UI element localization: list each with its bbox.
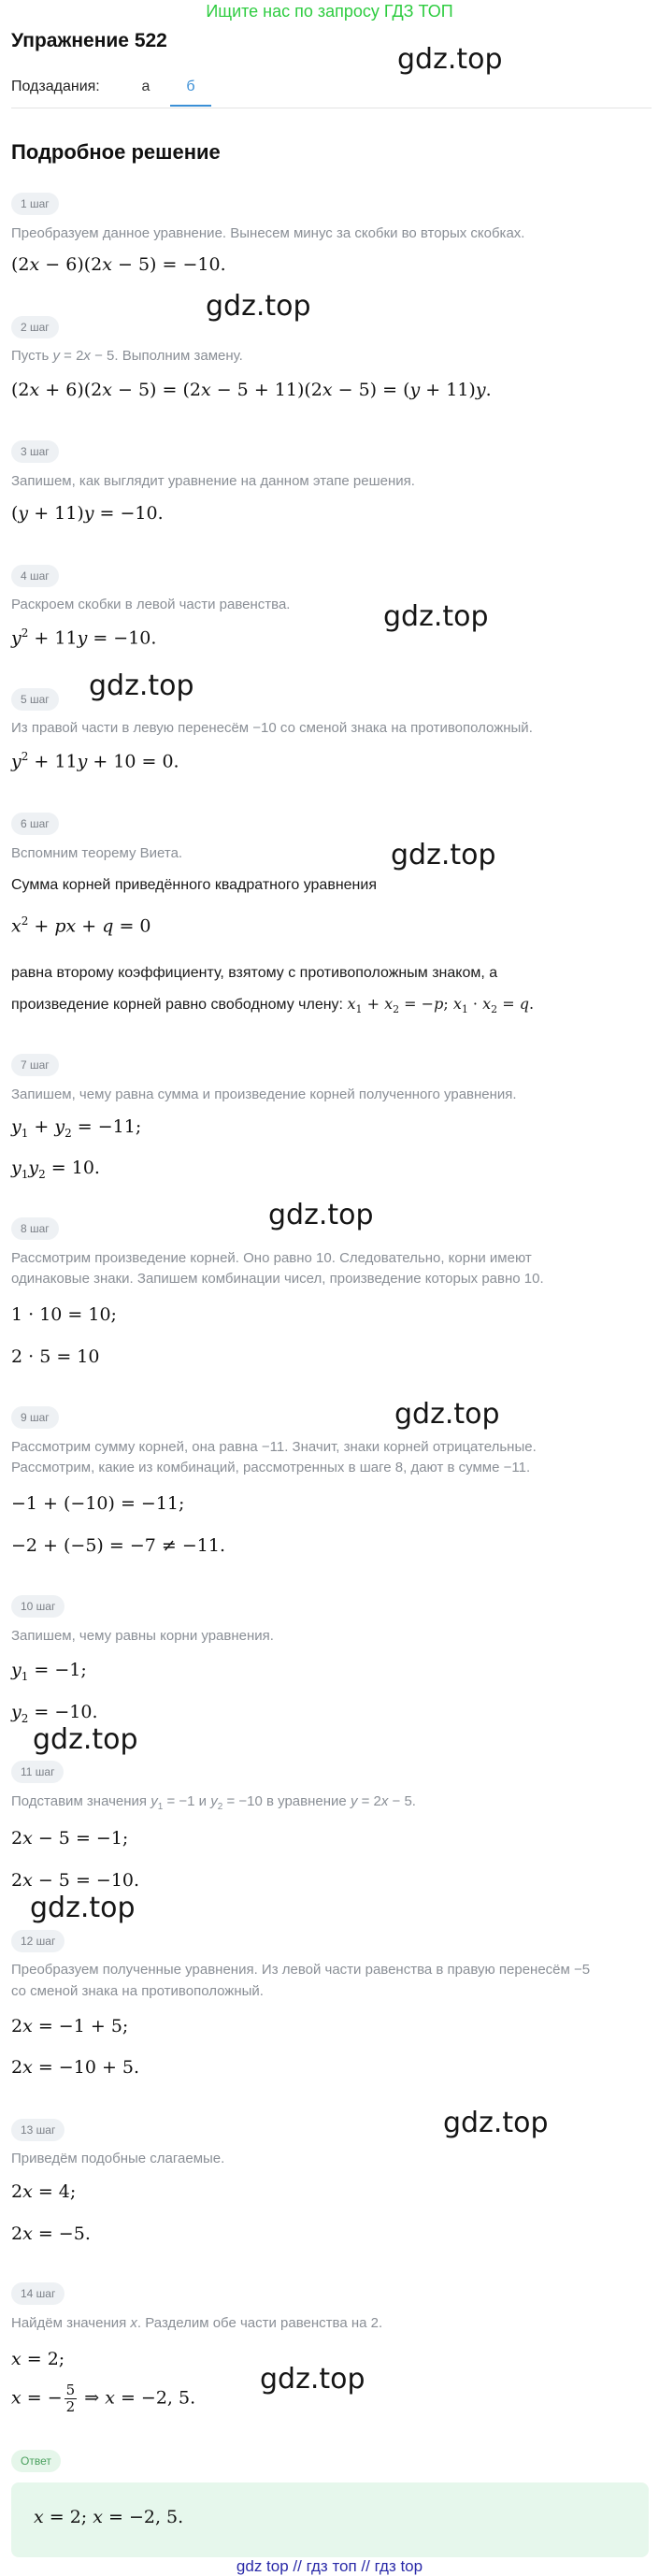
- step-badge: 14 шаг: [11, 2282, 64, 2305]
- step-text-part: и: [198, 1793, 208, 1809]
- equation: 2x = −1 + 5;: [11, 2016, 129, 2036]
- step-badge: 13 шаг: [11, 2119, 64, 2141]
- footer-links[interactable]: gdz top // гдз топ // гдз top: [236, 2557, 423, 2575]
- step-text-part: Рассмотрим произведение корней. Оно равно: [11, 1250, 312, 1266]
- step-text: Раскроем скобки в левой части равенства.: [11, 597, 291, 612]
- step-text: Преобразуем полученные уравнения. Из левой части равенства в правую перенесём −5: [11, 1962, 591, 1978]
- step-text: со сменой знака на противоположный.: [11, 1983, 264, 1999]
- watermark: gdz.top: [397, 43, 503, 76]
- step-badge: 1 шаг: [11, 193, 59, 215]
- subtab-a[interactable]: а: [141, 79, 150, 94]
- equation: 2 · 5 = 10: [11, 1346, 100, 1367]
- step-text-part: в уравнение: [266, 1793, 347, 1809]
- fraction: $\frac{5}{2}$: [65, 2382, 76, 2415]
- step-text-part: Пусть: [11, 348, 50, 364]
- step-badge: 7 шаг: [11, 1054, 59, 1076]
- exercise-title: Упражнение 522: [11, 30, 167, 51]
- step-text-part: . Значит, знаки корней отрицательные.: [284, 1439, 537, 1455]
- watermark: gdz.top: [89, 669, 194, 702]
- step-text-part: , дают в сумме: [403, 1460, 500, 1475]
- equation: $y^2 + 11y + 10 = 0$.: [11, 750, 179, 772]
- equation: $y^2 + 11y = -10$.: [11, 626, 157, 649]
- step-text: Сумма корней приведённого квадратного уравнения: [11, 877, 377, 893]
- watermark: gdz.top: [206, 290, 311, 323]
- step-text: произведение корней равно свободному члену: $x_1 + x_2 = -p$; $x_1 \cdot x_2 = q$.: [11, 995, 535, 1016]
- step-badge: 11 шаг: [11, 1761, 64, 1783]
- step-text: Запишем, как выглядит уравнение на данном этапе решения.: [11, 473, 415, 489]
- equation: $y_1 + y_2 = -11$;: [11, 1116, 142, 1140]
- step-text-part: Преобразуем полученные уравнения. Из левой части равенства в правую перенесём: [11, 1962, 570, 1978]
- step-text-part: со сменой знака на противоположный.: [279, 720, 533, 736]
- equation: 2x − 5 = −10.: [11, 1870, 140, 1891]
- step-text-part: произведение корней равно свободному члену:: [11, 997, 343, 1013]
- step-badge: 6 шаг: [11, 813, 59, 835]
- watermark: gdz.top: [268, 1199, 374, 1231]
- equation: (2x − 6)(2x − 5) = −10.: [11, 254, 226, 275]
- step-text: Запишем, чему равна сумма и произведение корней полученного уравнения.: [11, 1087, 517, 1102]
- equation: x = 2;: [11, 2349, 65, 2369]
- equation: 1 · 10 = 10;: [11, 1304, 117, 1325]
- step-badge: 4 шаг: [11, 565, 59, 587]
- step-text: Найдём значения x. Разделим обе части равенства на 2.: [11, 2315, 383, 2331]
- step-badge: 12 шаг: [11, 1930, 64, 1952]
- step-text: Подставим значения $y_1 = -1$ и $y_2 = -10$ в уравнение y = 2x − 5.: [11, 1793, 416, 1812]
- step-text: Из правой части в левую перенесём −10 со сменой знака на противоположный.: [11, 720, 533, 736]
- step-text-part: Подставим значения: [11, 1793, 148, 1809]
- watermark: gdz.top: [443, 2107, 549, 2139]
- active-tab-indicator: [170, 105, 211, 107]
- equation: $y_1y_2 = 10$.: [11, 1158, 100, 1181]
- step-text-part: Рассмотрим, какие из комбинаций, рассмотренных в шаге: [11, 1460, 392, 1475]
- step-text: Пусть y = 2x − 5. Выполним замену.: [11, 348, 243, 364]
- watermark: gdz.top: [33, 1723, 138, 1756]
- solution-heading: Подробное решение: [11, 140, 221, 164]
- watermark: gdz.top: [394, 1398, 500, 1431]
- equation: 2x = 4;: [11, 2181, 77, 2202]
- answer-equation: x = 2; x = −2, 5.: [34, 2507, 184, 2527]
- search-banner[interactable]: Ищите нас по запросу ГДЗ ТОП: [206, 2, 453, 21]
- step-badge: 2 шаг: [11, 316, 59, 338]
- subtab-b[interactable]: б: [186, 79, 195, 94]
- answer-badge: Ответ: [11, 2450, 61, 2472]
- equation: (2x + 6)(2x − 5) = (2x − 5 + 11)(2x − 5) = (y + 11)y.: [11, 380, 492, 400]
- step-text: Рассмотрим, какие из комбинаций, рассмотренных в шаге 8, дают в сумме −11.: [11, 1460, 531, 1475]
- equation: (y + 11)y = −10.: [11, 503, 164, 524]
- equation: $x^2$ + px + q = 0: [11, 914, 151, 937]
- step-text-part: Рассмотрим сумму корней, она равна: [11, 1439, 258, 1455]
- watermark: gdz.top: [391, 839, 496, 871]
- step-text: Преобразуем данное уравнение. Вынесем минус за скобки во вторых скобках.: [11, 225, 525, 241]
- step-badge: 10 шаг: [11, 1595, 64, 1618]
- equation: 2x = −5.: [11, 2223, 91, 2244]
- step-text: равна второму коэффициенту, взятому с противоположным знаком, а: [11, 965, 498, 981]
- step-text-part: Найдём значения: [11, 2315, 127, 2331]
- subtasks-label: Подзадания:: [11, 79, 100, 94]
- equation: 2x − 5 = −1;: [11, 1828, 129, 1849]
- step-text-part: одинаковые знаки. Запишем комбинации чисел, произведение которых равно: [11, 1271, 521, 1287]
- watermark: gdz.top: [30, 1892, 136, 1924]
- step-text: Вспомним теорему Виета.: [11, 845, 183, 861]
- equation: −2 + (−5) = −7 ≠ −11.: [11, 1535, 225, 1556]
- step-text-part: . Разделим обе части равенства на: [136, 2315, 367, 2331]
- step-text: Запишем, чему равны корни уравнения.: [11, 1628, 274, 1644]
- step-text-part: . Следовательно, корни имеют: [331, 1250, 532, 1266]
- step-text: одинаковые знаки. Запишем комбинации чисел, произведение которых равно 10.: [11, 1271, 544, 1287]
- step-text: Приведём подобные слагаемые.: [11, 2151, 225, 2166]
- step-badge: 5 шаг: [11, 688, 59, 711]
- equation: $y_2 = -10$.: [11, 1702, 98, 1725]
- step-badge: 9 шаг: [11, 1406, 59, 1429]
- step-text: Рассмотрим сумму корней, она равна −11. Значит, знаки корней отрицательные.: [11, 1439, 537, 1455]
- watermark: gdz.top: [383, 600, 489, 633]
- step-text-part: Из правой части в левую перенесём: [11, 720, 250, 736]
- step-badge: 3 шаг: [11, 440, 59, 463]
- equation: 2x = −10 + 5.: [11, 2057, 140, 2078]
- step-text: Рассмотрим произведение корней. Оно равно 10. Следовательно, корни имеют: [11, 1250, 532, 1266]
- equation: $y_1 = -1$;: [11, 1660, 87, 1683]
- step-text-part: . Выполним замену.: [114, 348, 243, 364]
- equation: x = − $\frac{5}{2}$ ⇒ x = −2, 5.: [11, 2382, 196, 2415]
- watermark: gdz.top: [260, 2363, 365, 2396]
- equation: −1 + (−10) = −11;: [11, 1493, 185, 1514]
- step-badge: 8 шаг: [11, 1217, 59, 1240]
